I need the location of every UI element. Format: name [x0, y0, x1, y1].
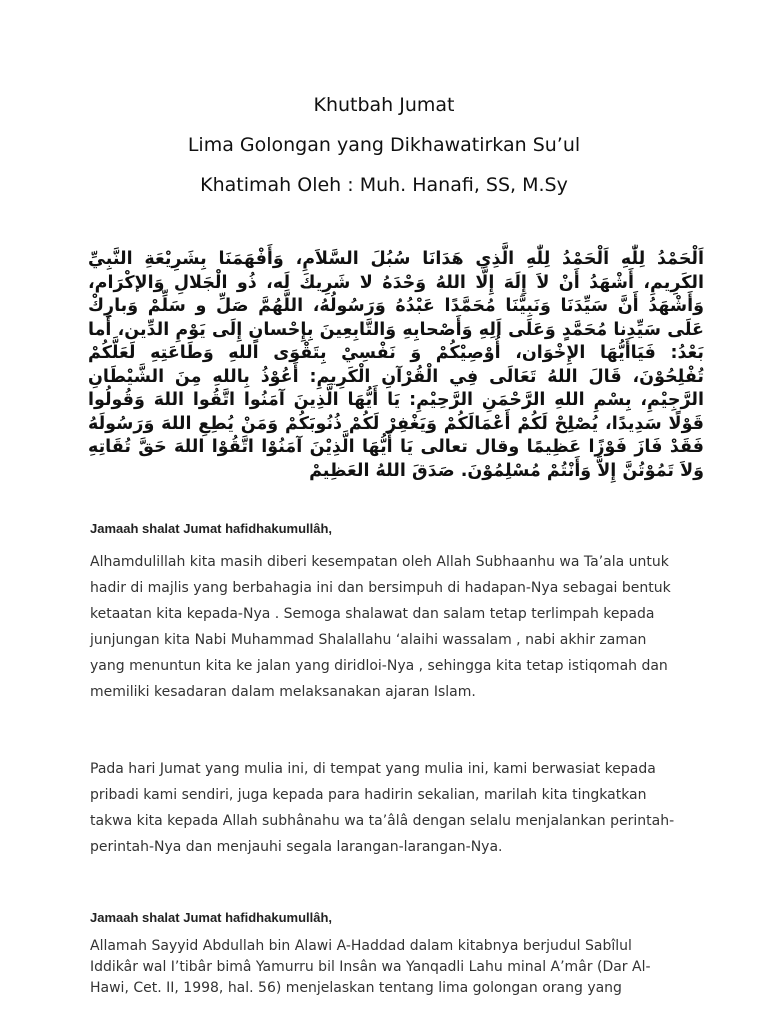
body-paragraph [90, 549, 680, 705]
document-subtitle: Lima Golongan yang Dikhawatirkan Su’ul [187, 134, 581, 156]
body-paragraph [90, 936, 680, 999]
paragraph-text: Allamah Sayyid Abdullah bin Alawi A-Haddad dalam kitabnya berjudul Sabîlul Iddikâr wal I’tibâr bimâ Yamurru bil Insân wa Yanqadli Lahu minal A’mâr (Dar Al-Hawi, Cet. II, 1998, hal. 56) menjelaskan tentang lima golongan orang yang [90, 938, 651, 996]
body-paragraph [90, 756, 680, 860]
title-block [0, 92, 768, 212]
paragraph-text: Pada hari Jumat yang mulia ini, di tempat yang mulia ini, kami berwasiat kepada pribadi kami sendiri, juga kepada para hadirin sekalian, marilah kita tingkatkan takwa kita kepada Allah subhânahu wa ta’âlâ dengan selalu menjalankan perintah-perintah-Nya dan menjauhi segala larangan-larangan-Nya. [90, 761, 675, 855]
document-title: Khutbah Jumat [313, 94, 455, 116]
section-heading: Jamaah shalat Jumat hafidhakumullâh, [90, 521, 333, 536]
paragraph-text: Alhamdulillah kita masih diberi kesempatan oleh Allah Subhaanhu wa Ta’ala untuk hadir di majlis yang berbahagia ini dan bersimpuh di hadapan-Nya sebagai bentuk ketaatan kita kepada-Nya . Semoga shalawat dan salam tetap terlimpah kepada junjungan kita Nabi Muhammad Shalallahu ‘alaihi wassalam , nabi akhir zaman yang menuntun kita ke jalan yang diridloi-Nya , sehingga kita tetap istiqomah dan memiliki kesadaran dalam melaksanakan ajaran Islam. [90, 554, 671, 700]
document-author-line: Khatimah Oleh : Muh. Hanafi, SS, M.Sy [200, 174, 568, 196]
arabic-opening-text [88, 248, 704, 483]
section-heading: Jamaah shalat Jumat hafidhakumullâh, [90, 910, 333, 925]
arabic-paragraph: اَلْحَمْدُ لِلّٰهِ اَلْحَمْدُ لِلّٰهِ الَّذِي هَدَانَا سُبُلَ السَّلاَمِ، وَأَفْهَمَنَا بِشَرِيْعَةِ النَّبِيِّ الكَرِيمِ، أَشْهَدُ أَنْ لاَ إِلَهَ إِلَّا اللهُ وَحْدَهُ لا شَرِيكَ لَه، ذُو الْجَلالِ وَالإكْرَام، وَأَشْهَدُ أَنَّ سَيِّدَنَا وَنَبِيَّنَا مُحَمَّدًا عَبْدُهُ وَرَسُولُهُ، اللَّهُمَّ صَلِّ و سَلِّمْ وَبارِكْ عَلَى سَيِّدِنا مُحَمَّدٍ وَعَلَى اَلِهِ وَأَصْحابِهِ وَالتَّابِعِينَ بِإِحْسانٍ إِلَى يَوْمِ الدِّين، أَما بَعْدُ: فَيَاأَيُّهَا الإِخْوَان، أُوْصِيْكُمْ وَ نَفْسِيْ بِتَقْوَى اللهِ وَطَاعَتِهِ لَعَلَّكُمْ تُفْلِحُوْنَ، قَالَ اللهُ تَعَالَى فِي الْقُرْآنِ الْكَرِيمِ: أَعُوْذُ بِاللهِ مِنَ الشَّيْطَانِ الرَّجِيْمِ، بِسْمِ اللهِ الرَّحْمَنِ الرَّحِيْمِ: يَا أَيُّهَا الَّذِينَ آمَنُوا اتَّقُوا اللهَ وَقُولُوا قَوْلًا سَدِيدًا، يُصْلِحْ لَكُمْ أَعْمَالَكُمْ وَيَغْفِرْ لَكُمْ ذُنُوبَكُمْ وَمَنْ يُطِعِ اللهَ وَرَسُولَهُ فَقَدْ فَازَ فَوْزًا عَظِيمًا وقال تعالى يَا أَيُّهَا الَّذِيْنَ آمَنُوْا اتَّقُوْا اللهَ حَقَّ تُقَاتِهِ وَلاَ تَمُوْتُنَّ إِلاَّ وَأَنْتُمْ مُسْلِمُوْنَ. صَدَقَ اللهُ العَظِيمْ [88, 249, 704, 481]
